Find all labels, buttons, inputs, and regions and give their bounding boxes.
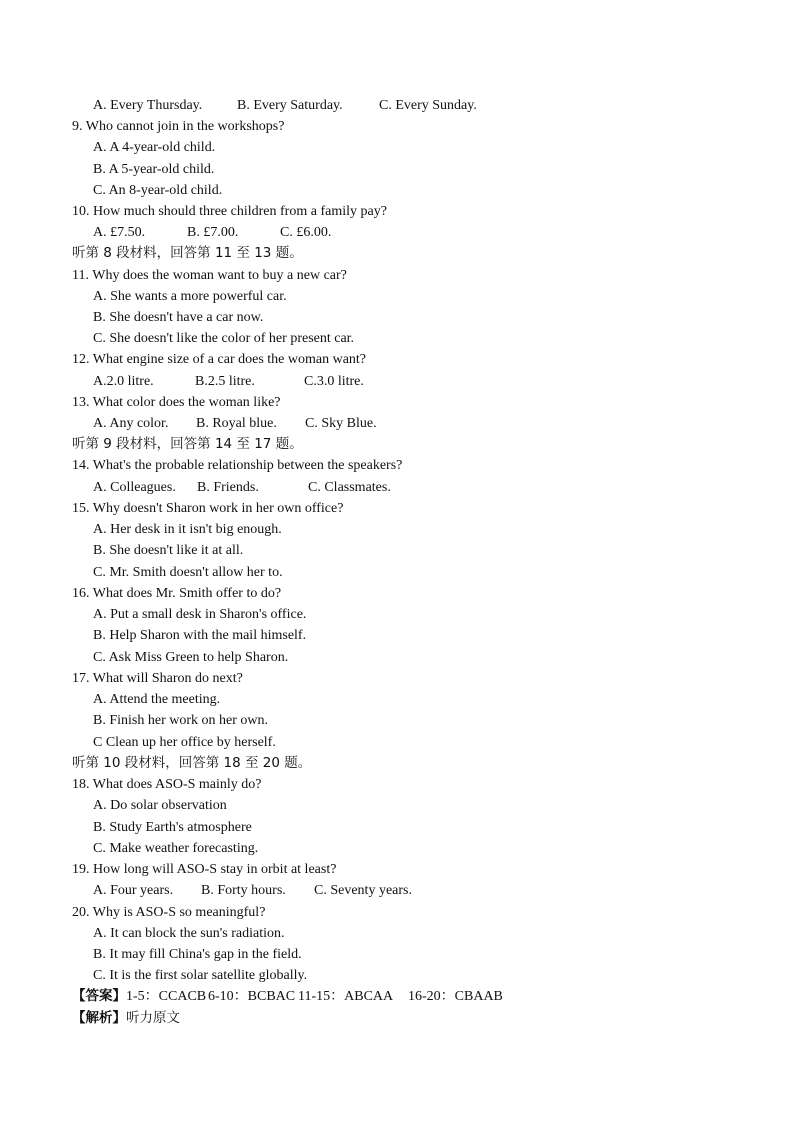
- q14-option-b: B. Friends.: [197, 480, 259, 495]
- analysis: [72, 1008, 180, 1029]
- q15-option-c: C. Mr. Smith doesn't allow her to.: [93, 565, 283, 580]
- q17-option-a: A. Attend the meeting.: [93, 692, 221, 707]
- q9-option-c: C. An 8-year-old child.: [93, 183, 223, 198]
- q20-option-c: C. It is the first solar satellite globally.: [93, 968, 308, 983]
- q18-option-c: C. Make weather forecasting.: [93, 841, 259, 856]
- q19-option-c: C. Seventy years.: [314, 883, 412, 898]
- q13-option-b: B. Royal blue.: [196, 416, 277, 431]
- q20-option-b: B. It may fill China's gap in the field.: [93, 947, 302, 962]
- q12-option-a: A.2.0 litre.: [93, 374, 154, 389]
- q10-option-b: B. £7.00.: [187, 225, 239, 240]
- q14-options: [93, 477, 391, 498]
- q20-option-a: A. It can block the sun's radiation.: [93, 926, 285, 941]
- q15-option-a: A. Her desk in it isn't big enough.: [93, 522, 282, 537]
- q8-option-b: B. Every Saturday.: [237, 98, 343, 113]
- answer-label: 【答案】: [72, 988, 126, 1004]
- answer-group-1: 1-5：CCACB: [126, 989, 207, 1004]
- q11-option-b: B. She doesn't have a car now.: [93, 310, 264, 325]
- q14-option-a: A. Colleagues.: [93, 480, 176, 495]
- q10-option-a: A. £7.50.: [93, 225, 146, 240]
- q19-option-a: A. Four years.: [93, 883, 174, 898]
- q16-option-c: C. Ask Miss Green to help Sharon.: [93, 650, 289, 665]
- q10-option-c: C. £6.00.: [280, 225, 332, 240]
- section-10-instruction: 听第 10 段材料，回答第 18 至 20 题。: [72, 755, 312, 771]
- q17-option-c: C Clean up her office by herself.: [93, 735, 276, 750]
- answer-key: [72, 986, 503, 1007]
- q16-option-a: A. Put a small desk in Sharon's office.: [93, 607, 307, 622]
- q18-option-a: A. Do solar observation: [93, 798, 227, 813]
- q17-option-b: B. Finish her work on her own.: [93, 713, 268, 728]
- q13-stem: 13. What color does the woman like?: [72, 395, 281, 410]
- q19-options: [93, 880, 412, 901]
- q12-stem: 12. What engine size of a car does the woman want?: [72, 352, 367, 367]
- q15-stem: 15. Why doesn't Sharon work in her own office?: [72, 501, 344, 516]
- q13-options: [93, 413, 377, 434]
- q19-option-b: B. Forty hours.: [201, 883, 286, 898]
- q8-option-c: C. Every Sunday.: [379, 98, 477, 113]
- analysis-label: 【解析】: [72, 1010, 126, 1026]
- q10-options: [93, 222, 331, 243]
- q14-stem: 14. What's the probable relationship between the speakers?: [72, 458, 403, 473]
- q15-option-b: B. She doesn't like it at all.: [93, 543, 244, 558]
- q11-option-a: A. She wants a more powerful car.: [93, 289, 287, 304]
- answer-group-3: 11-15：ABCAA: [298, 989, 394, 1004]
- q8-option-a: A. Every Thursday.: [93, 98, 203, 113]
- q13-option-a: A. Any color.: [93, 416, 169, 431]
- analysis-text: 听力原文: [126, 1010, 180, 1026]
- q13-option-c: C. Sky Blue.: [305, 416, 377, 431]
- q12-options: [93, 371, 364, 392]
- q18-option-b: B. Study Earth's atmosphere: [93, 820, 252, 835]
- q8-options: [93, 95, 477, 116]
- q14-option-c: C. Classmates.: [308, 480, 391, 495]
- q16-stem: 16. What does Mr. Smith offer to do?: [72, 586, 282, 601]
- q11-option-c: C. She doesn't like the color of her present car.: [93, 331, 355, 346]
- q16-option-b: B. Help Sharon with the mail himself.: [93, 628, 307, 643]
- q18-stem: 18. What does ASO-S mainly do?: [72, 777, 262, 792]
- section-9-instruction: 听第 9 段材料，回答第 14 至 17 题。: [72, 436, 303, 452]
- q9-option-a: A. A 4-year-old child.: [93, 140, 216, 155]
- q12-option-b: B.2.5 litre.: [195, 374, 255, 389]
- q19-stem: 19. How long will ASO-S stay in orbit at least?: [72, 862, 337, 877]
- q17-stem: 17. What will Sharon do next?: [72, 671, 243, 686]
- q9-stem: 9. Who cannot join in the workshops?: [72, 119, 285, 134]
- q10-stem: 10. How much should three children from a family pay?: [72, 204, 387, 219]
- section-8-instruction: 听第 8 段材料，回答第 11 至 13 题。: [72, 245, 303, 261]
- answer-group-2: 6-10：BCBAC: [208, 989, 296, 1004]
- q20-stem: 20. Why is ASO-S so meaningful?: [72, 905, 266, 920]
- q11-stem: 11. Why does the woman want to buy a new car?: [72, 268, 347, 283]
- q12-option-c: C.3.0 litre.: [304, 374, 364, 389]
- answer-group-4: 16-20：CBAAB: [408, 989, 503, 1004]
- q9-option-b: B. A 5-year-old child.: [93, 162, 215, 177]
